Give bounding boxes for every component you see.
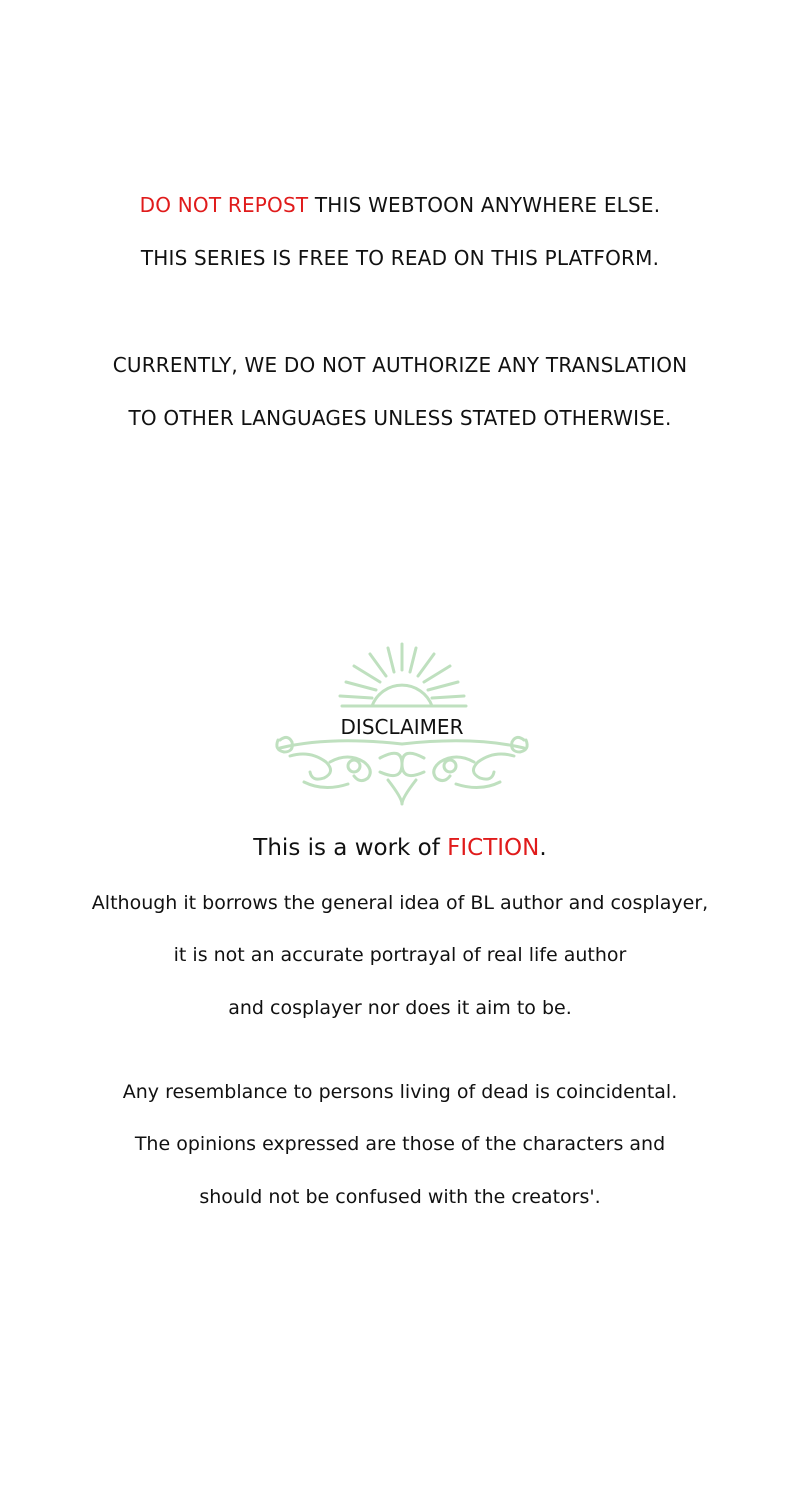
repost-warning-highlight: DO NOT REPOST (139, 193, 309, 217)
translation-notice: CURRENTLY, WE DO NOT AUTHORIZE ANY TRANSLATION (112, 353, 688, 377)
fiction-highlight: FICTION (447, 835, 540, 861)
paragraph2-line3: should not be confused with the creators'. (199, 1186, 601, 1208)
disclaimer-heading: DISCLAIMER (340, 715, 464, 739)
translation-notice-continued: TO OTHER LANGUAGES UNLESS STATED OTHERWISE. (128, 406, 672, 430)
fiction-heading-before: This is a work of (253, 835, 448, 861)
free-to-read-notice: THIS SERIES IS FREE TO READ ON THIS PLATFORM. (140, 246, 660, 270)
paragraph2-line2: The opinions expressed are those of the characters and (134, 1133, 666, 1155)
paragraph1-line2: it is not an accurate portrayal of real life author (173, 944, 627, 966)
paragraph1-line1: Although it borrows the general idea of BL author and cosplayer, (91, 892, 709, 914)
repost-warning-rest: THIS WEBTOON ANYWHERE ELSE. (308, 193, 661, 217)
paragraph1-line3: and cosplayer nor does it aim to be. (228, 997, 572, 1019)
fiction-heading-after: . (539, 835, 547, 861)
fiction-heading (0, 835, 800, 861)
paragraph2-line1: Any resemblance to persons living of dead is coincidental. (122, 1081, 678, 1103)
repost-notice (0, 193, 800, 217)
